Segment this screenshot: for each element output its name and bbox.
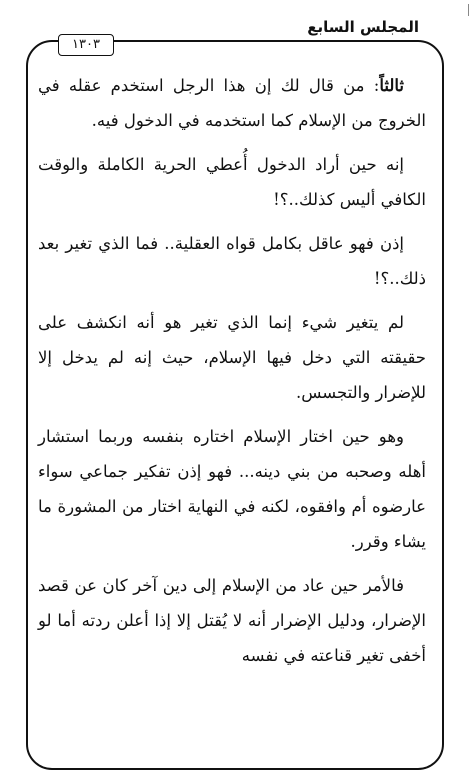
paragraph-3: إذن فهو عاقل بكامل قواه العقلية.. فما الذي تغير بعد ذلك..؟! [38,234,426,288]
body-text [38,68,426,682]
paragraph-4: لم يتغير شيء إنما الذي تغير هو أنه انكشف على حقيقته التي دخل فيها الإسلام، حيث إنه لم يدخل إلا للإضرار والتجسس. [38,313,426,402]
page-edge-mark [468,4,469,16]
page-number-box: ١٣٠٣ [58,34,114,56]
paragraph-6: فالأمر حين عاد من الإسلام إلى دين آخر كان عن قصد الإضرار، ودليل الإضرار أنه لا يُقتل إلا إذا أعلن ردته أما لو أخفى تغير قناعته في نفسه [38,576,426,665]
paragraph-5: وهو حين اختار الإسلام اختاره بنفسه وربما استشار أهله وصحبه من بني دينه... فهو إذن تفكير جماعي سواء عارضوه أم وافقوه، لكنه في النهاية اختار من المشورة ما يشاء وقرر. [38,427,426,551]
paragraph-2: إنه حين أراد الدخول أُعطي الحرية الكاملة والوقت الكافي أليس كذلك..؟! [38,155,426,209]
paragraph-1 [38,68,426,138]
paragraph-lead: ثالثاً [379,76,404,95]
chapter-title: المجلس السابع [301,16,425,38]
paragraph-text: : من قال لك إن هذا الرجل استخدم عقله في الخروج من الإسلام كما استخدمه في الدخول فيه. [38,76,426,130]
